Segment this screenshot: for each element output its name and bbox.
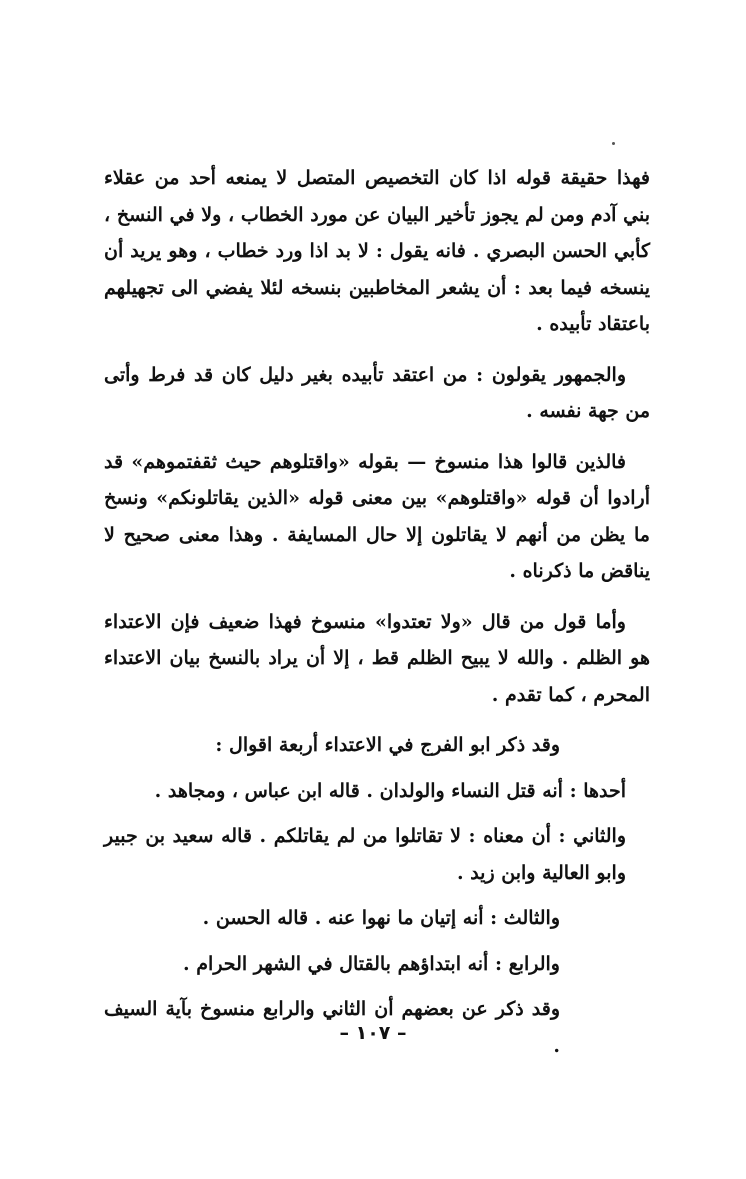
list-item-2: والثاني : أن معناه : لا تقاتلوا من لم يقاتلكم . قاله سعيد بن جبير وابو العالية وابن زيد . [104,825,626,884]
paragraph-2: والجمهور يقولون : من اعتقد تأبيده بغير دليل كان قد فرط وأتى من جهة نفسه . [104,363,650,422]
list-intro: وقد ذكر ابو الفرج في الاعتداء أربعة اقوال : [215,734,560,756]
list-item-3: والثالث : أنه إتيان ما نهوا عنه . قاله الحسن . [202,907,560,929]
paragraph-1: فهذا حقيقة قوله اذا كان التخصيص المتصل لا يمنعه أحد من عقلاء بني آدم ومن لم يجوز تأخير البيان عن مورد الخطاب ، ولا في النسخ ، كأبي الحسن البصري . فانه يقول : لا بد اذا ورد خطاب ، وهو يريد أن ينسخه فيما بعد : أن يشعر المخاطبين بنسخه لئلا يفضي الى تجهيلهم باعتقاد تأبيده . [104,167,650,335]
page-body [104,160,650,1073]
list-item-4: والرابع : أنه ابتداؤهم بالقتال في الشهر الحرام . [183,952,560,975]
scan-speck [612,142,615,145]
list-item-1: أحدها : أنه قتل النساء والولدان . قاله ابن عباس ، ومجاهد . [154,779,626,802]
paragraph-4: وأما قول من قال «ولا تعتدوا» منسوخ فهذا ضعيف فإن الاعتداء هو الظلم . والله لا يبيح الظلم قط ، إلا أن يراد بالنسخ بيان الاعتداء المحرم ، كما تقدم . [104,610,650,706]
page-number: – ١٠٧ – [339,1022,407,1044]
closing-sentence: وقد ذكر عن بعضهم أن الثاني والرابع منسوخ بآية السيف . [104,998,560,1057]
paragraph-3: فالذين قالوا هذا منسوخ — بقوله «واقتلوهم حيث ثقفتموهم» قد أرادوا أن قوله «واقتلوهم» بين معنى قوله «الذين يقاتلونكم» ونسخ ما يظن من أنهم لا يقاتلون إلا حال المسايفة . وهذا معنى صحيح لا يناقض ما ذكرناه . [104,450,650,582]
